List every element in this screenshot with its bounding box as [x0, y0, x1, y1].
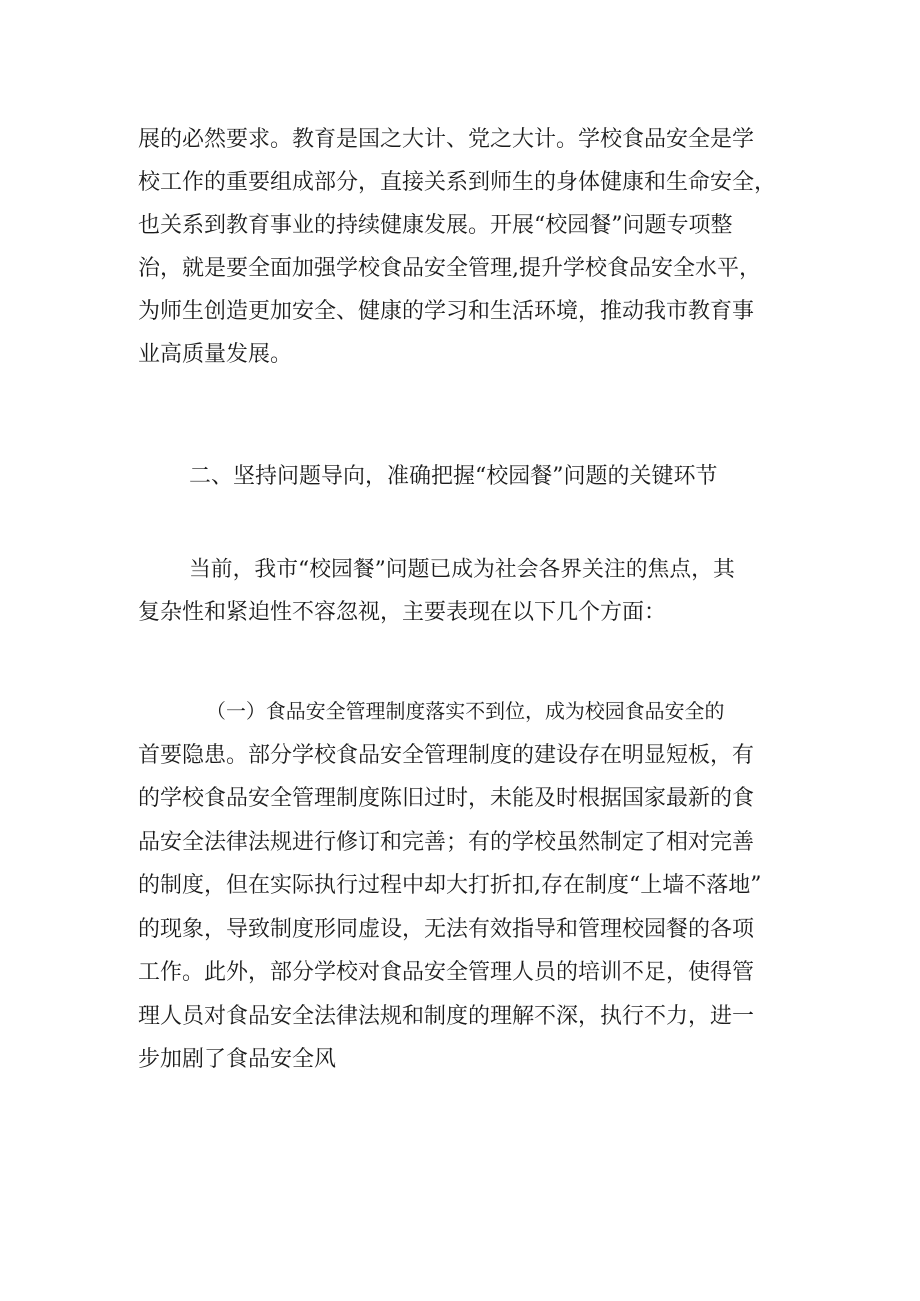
text-line: 首要隐患。部分学校食品安全管理制度的建设存在明显短板，有: [138, 742, 755, 768]
text-line: 展的必然要求。教育是国之大计、党之大计。学校食品安全是学: [138, 127, 755, 152]
text-line: 当前，我市“校园餐”问题已成为社会各界关注的焦点，其: [189, 557, 735, 582]
section-heading: 二、坚持问题导向，准确把握“校园餐”问题的关键环节: [189, 464, 718, 489]
text-line: 步加剧了食品安全风: [138, 1047, 337, 1072]
text-line: 理人员对食品安全法律法规和制度的理解不深，执行不力，进一: [138, 1003, 755, 1029]
text-line: 业高质量发展。: [138, 342, 293, 367]
paragraph-point-one: [138, 690, 786, 1082]
text-line: 品安全法律法规进行修订和完善；有的学校虽然制定了相对完善: [138, 829, 755, 855]
text-line: 工作。此外，部分学校对食品安全管理人员的培训不足，使得管: [138, 960, 755, 985]
text-line: 校工作的重要组成部分，直接关系到师生的身体健康和生命安全，: [138, 170, 777, 195]
text-line: 的现象，导致制度形同虚设，无法有效指导和管理校园餐的各项: [138, 916, 755, 942]
text-line: 治，就是要全面加强学校食品安全管理,提升学校食品安全水平，: [138, 256, 761, 281]
paragraph-intro: [138, 548, 786, 634]
text-line: 的制度，但在实际执行过程中却大打折扣,存在制度“上墙不落地”: [138, 873, 762, 898]
text-line: （一）食品安全管理制度落实不到位，成为校园食品安全的: [206, 699, 725, 723]
text-line: 也关系到教育事业的持续健康发展。开展“校园餐”问题专项整: [138, 213, 733, 238]
text-line: 复杂性和紧迫性不容忽视，主要表现在以下几个方面：: [138, 600, 667, 625]
paragraph-continuation: [138, 118, 786, 376]
text-line: 为师生创造更加安全、健康的学习和生活环境，推动我市教育事: [138, 299, 755, 324]
text-line: 的学校食品安全管理制度陈旧过时，未能及时根据国家最新的食: [138, 786, 755, 811]
